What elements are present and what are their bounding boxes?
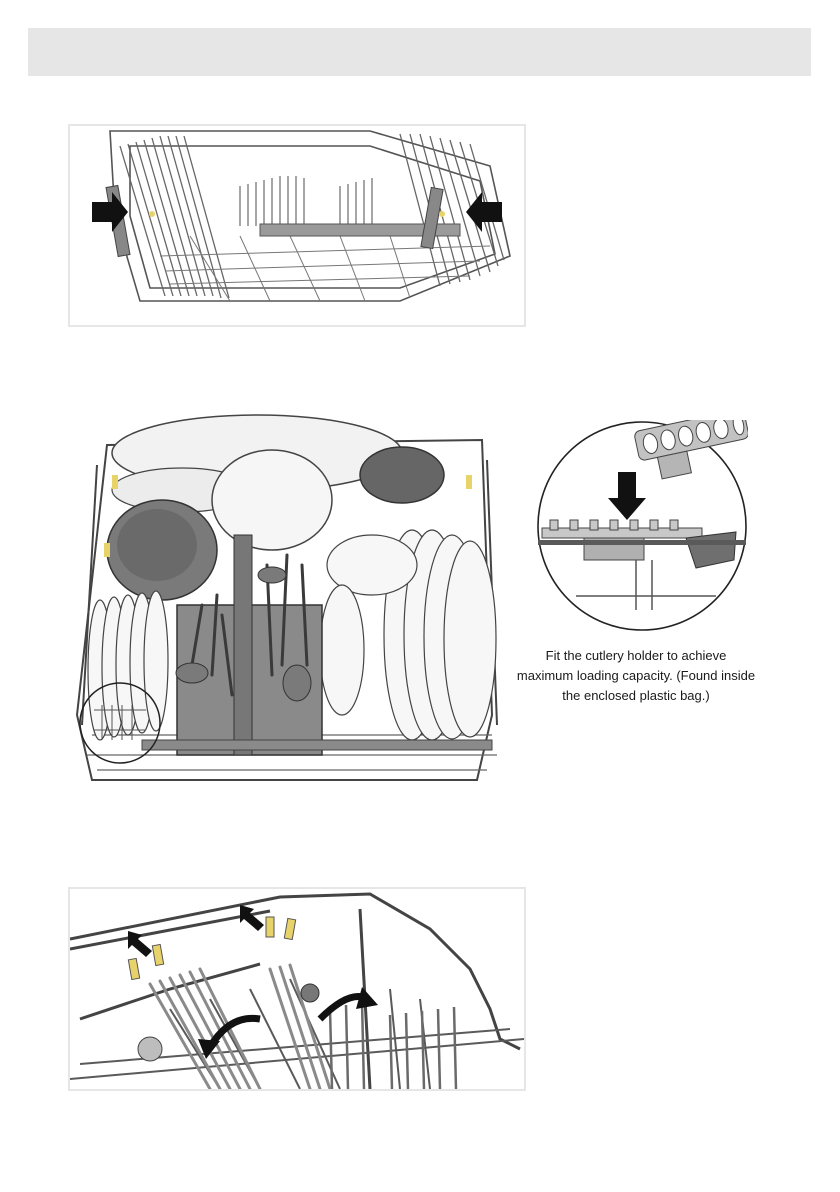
fold-down-tines-drawing: [70, 889, 524, 1089]
upper-basket-illustration: [68, 124, 526, 327]
fold-down-tines-illustration: [68, 887, 526, 1091]
loaded-lower-basket-illustration: [72, 405, 512, 790]
loaded-basket-drawing: [72, 405, 512, 790]
upper-basket-drawing: [70, 126, 524, 325]
header-bar: [28, 28, 811, 76]
cutlery-holder-zoom: [536, 420, 748, 632]
cutlery-holder-caption: Fit the cutlery holder to achieve maximum loading capacity. (Found inside the enclosed plastic bag.): [516, 648, 756, 703]
cutlery-holder-drawing: [536, 420, 748, 632]
